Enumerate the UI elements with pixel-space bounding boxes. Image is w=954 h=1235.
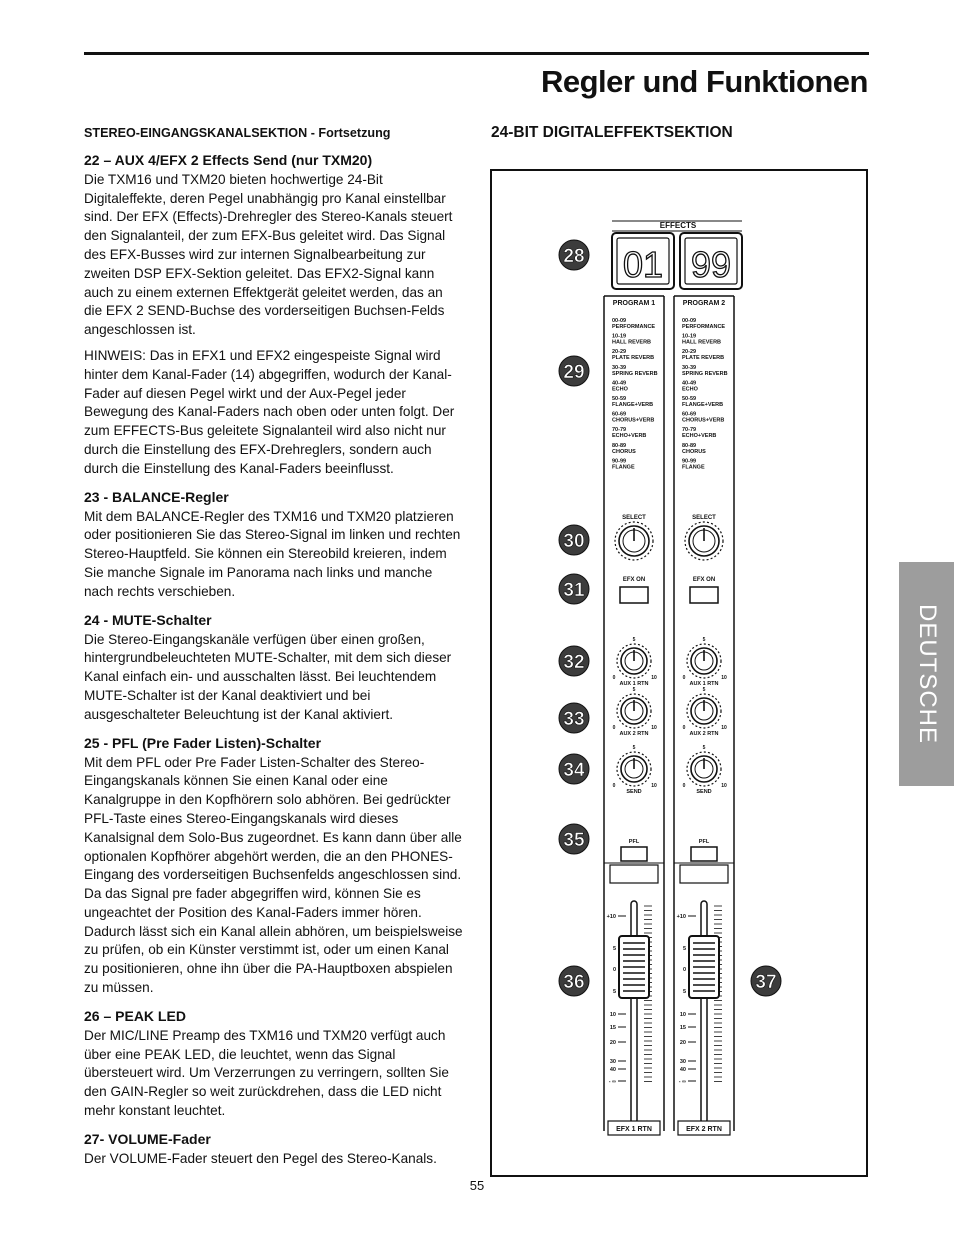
program-range: 80-89	[612, 442, 627, 449]
program-name: FLANGE+VERB	[682, 402, 724, 408]
feature-item	[84, 488, 464, 602]
fader-scale-label: +10	[606, 914, 616, 920]
feature-item	[84, 151, 464, 479]
knob-scale-min: 0	[682, 725, 686, 731]
mute-led-area	[680, 865, 728, 883]
level-knob	[687, 752, 721, 786]
feature-heading: 24 - MUTE-Schalter	[84, 611, 212, 628]
knob-scale-max: 10	[721, 675, 727, 681]
callout-badge	[559, 646, 589, 676]
program-name: ECHO	[612, 386, 628, 393]
fader-scale-label: 20	[679, 1040, 686, 1046]
pfl-label: PFL	[628, 839, 640, 845]
program-name: HALL REVERB	[682, 339, 722, 346]
program-name: PLATE REVERB	[682, 355, 725, 362]
select-label: SELECT	[692, 515, 716, 521]
callout-badge	[559, 824, 589, 854]
level-knob	[617, 644, 651, 678]
callout-badge	[559, 240, 589, 270]
fader-scale-label: 40	[609, 1067, 616, 1073]
feature-paragraph: Der MIC/LINE Preamp des TXM16 und TXM20 verfügt auch über eine PEAK LED, die leuchtet, wenn das Signal übersteuert wird. Um Verzerrungen zu verringern, sollten Sie den GAIN-Regler so weit zurückdrehen, dass die LED nicht mehr konstant leuchtet.	[84, 1027, 449, 1119]
effects-label: EFFECTS	[659, 221, 697, 230]
program-name: FLANGE	[612, 464, 635, 471]
callout-badge	[559, 525, 589, 555]
callout-number: 36	[563, 972, 585, 993]
fader-scale-label: - ∞	[608, 1079, 616, 1085]
program-name: ECHO+VERB	[682, 433, 717, 440]
fader-scale-label: 0	[612, 967, 616, 973]
feature-heading: 27- VOLUME-Fader	[84, 1130, 211, 1147]
efx-on-button	[620, 587, 648, 603]
feature-paragraph: Die TXM16 und TXM20 bieten hochwertige 24-Bit Digitaleffekte, deren Pegel unabhängig pro Kanal einstellbar sind. Der EFX (Effects)-Drehregler des Stereo-Kanals steuert den Signalanteil, der zum EFX-Bus geleitet wird. Das Signal des EFX-Busses wird zur internen Signalbearbeitung zur zweiten DSP EFX-Sektion geleitet. Das EFX2-Signal kann auch zu einem externen Effektgerät geleitet werden, das an die EFX 2 SEND-Buchse des vorderseitigen Buchsen-Felds angeschlossen ist.	[84, 171, 453, 338]
program-range: 50-59	[612, 396, 627, 402]
level-knob	[617, 694, 651, 728]
feature-paragraph: Mit dem BALANCE-Regler des TXM16 und TXM20 platzieren oder positionieren Sie das Stereo-Signal im linken und rechten Stereo-Hauptfeld. Sie können ein Stereobild kreieren, indem Sie manche Signale im Panorama nach links und manche nach rechts verschieben.	[84, 508, 461, 599]
program-name: PERFORMANCE	[682, 324, 726, 330]
fader-label: EFX 1 RTN	[616, 1126, 652, 1133]
feature-heading: 22 – AUX 4/EFX 2 Effects Send (nur TXM20)	[84, 151, 373, 168]
fader-scale-label: 0	[682, 967, 686, 973]
program-range: 30-39	[612, 364, 627, 371]
program-name: SPRING REVERB	[612, 370, 658, 377]
pfl-button	[621, 847, 647, 861]
callout-number: 33	[563, 709, 585, 730]
program-name: CHORUS+VERB	[682, 417, 725, 424]
program-range: 20-29	[682, 349, 697, 356]
feature-paragraph: Der VOLUME-Fader steuert den Pegel des Stereo-Kanals.	[84, 1150, 437, 1166]
program-range: 70-79	[612, 427, 627, 434]
program-range: 60-69	[682, 411, 697, 418]
fader-scale-label: 10	[609, 1012, 616, 1018]
knob-label: SEND	[626, 789, 642, 795]
knob-label: AUX 1 RTN	[619, 681, 649, 687]
mute-led-area	[610, 865, 658, 883]
feature-item	[84, 611, 464, 725]
program-range: 90-99	[682, 458, 697, 465]
knob-scale-mid: 5	[702, 637, 706, 643]
knob-label: AUX 2 RTN	[619, 731, 649, 737]
pfl-button	[691, 847, 717, 861]
top-rule	[84, 52, 869, 55]
callout-number: 30	[563, 531, 585, 552]
feature-paragraph: HINWEIS: Das in EFX1 und EFX2 eingespeiste Signal wird hinter dem Kanal-Fader (14) abgegriffen, wodurch der Kanal-Fader auf diesen Pegel wirkt und der Aux-Pegel jeder Bewegung des Kanal-Faders nach oben oder unten folgt. Der zum EFFECTS-Bus geleitete Signalanteil wird also nicht nur durch die Einstellung des EFX-Drehreglers, sondern auch durch die Einstellung des Kanal-Faders beeinflusst.	[84, 347, 455, 476]
program-range: 70-79	[682, 427, 697, 434]
program-name: FLANGE	[682, 464, 705, 471]
feature-heading: 25 - PFL (Pre Fader Listen)-Schalter	[84, 734, 322, 751]
program-name: CHORUS+VERB	[612, 417, 655, 424]
knob-scale-min: 0	[612, 725, 616, 731]
feature-item	[84, 1130, 464, 1169]
knob-scale-max: 10	[651, 783, 657, 789]
program-range: 10-19	[682, 333, 697, 340]
fader-label: EFX 2 RTN	[686, 1126, 722, 1133]
select-label: SELECT	[622, 515, 646, 521]
feature-paragraph: Die Stereo-Eingangskanäle verfügen über einen großen, hintergrundbeleuchteten MUTE-Schalter, mit dem sich dieser Kanal einfach ein- und ausschalten lässt. Bei leuchtendem MUTE-Schalter ist der Kanal deaktiviert und bei ausgeschalteter Beleuchtung ist der Kanal aktiviert.	[84, 631, 452, 722]
page-title: Regler und Funktionen	[540, 64, 868, 99]
callout-number: 29	[563, 362, 585, 383]
efx-on-label: EFX ON	[692, 577, 716, 583]
callout-badge	[559, 356, 589, 386]
knob-scale-mid: 5	[632, 637, 636, 643]
knob-scale-mid: 5	[702, 687, 706, 693]
program-label: PROGRAM 1	[612, 300, 656, 307]
callout-badge	[559, 754, 589, 784]
feature-heading: 26 – PEAK LED	[84, 1007, 186, 1024]
effects-panel-illustration	[492, 171, 866, 1175]
knob-scale-max: 10	[721, 725, 727, 731]
callout-badge	[559, 966, 589, 996]
left-column	[84, 124, 464, 1178]
level-knob	[617, 752, 651, 786]
program-range: 00-09	[612, 318, 627, 324]
fader-scale-label: 5	[612, 989, 616, 995]
callout-number: 31	[563, 580, 585, 601]
program-display-2: 99	[690, 244, 732, 285]
knob-scale-min: 0	[682, 675, 686, 681]
efx-on-label: EFX ON	[622, 577, 646, 583]
knob-scale-max: 10	[721, 783, 727, 789]
fader-scale-label: 40	[679, 1067, 686, 1073]
callout-number: 32	[563, 652, 585, 673]
program-range: 90-99	[612, 458, 627, 465]
knob-label: AUX 1 RTN	[689, 681, 719, 687]
program-name: ECHO	[682, 386, 698, 393]
program-range: 40-49	[682, 380, 697, 387]
callout-badge	[751, 966, 781, 996]
select-knob	[615, 522, 653, 560]
feature-item	[84, 734, 464, 998]
program-name: CHORUS	[682, 448, 706, 455]
callout-number: 28	[563, 246, 585, 267]
program-name: HALL REVERB	[612, 339, 652, 346]
section-label: STEREO-EINGANGSKANALSEKTION - Fortsetzung	[84, 126, 391, 140]
fader-scale-label: 10	[679, 1012, 686, 1018]
program-range: 20-29	[612, 349, 627, 356]
fader-scale-label: 30	[679, 1059, 686, 1065]
program-name: SPRING REVERB	[682, 370, 728, 377]
program-name: PERFORMANCE	[612, 324, 656, 330]
knob-scale-max: 10	[651, 725, 657, 731]
knob-scale-min: 0	[612, 783, 616, 789]
program-name: PLATE REVERB	[612, 355, 655, 362]
knob-scale-max: 10	[651, 675, 657, 681]
feature-heading: 23 - BALANCE-Regler	[84, 488, 229, 505]
program-range: 00-09	[682, 318, 697, 324]
knob-scale-mid: 5	[702, 745, 706, 751]
select-knob	[685, 522, 723, 560]
program-display-1: 01	[622, 244, 664, 285]
program-name: ECHO+VERB	[612, 433, 647, 440]
callout-number: 35	[563, 830, 585, 851]
item-list	[84, 151, 464, 1169]
program-label: PROGRAM 2	[682, 300, 726, 307]
feature-item	[84, 1007, 464, 1121]
program-range: 30-39	[682, 364, 697, 371]
program-range: 50-59	[682, 396, 697, 402]
fader-scale-label: 5	[612, 946, 616, 952]
fader-track	[631, 901, 637, 1123]
fader-scale-label: 15	[679, 1025, 686, 1031]
knob-scale-mid: 5	[632, 745, 636, 751]
level-knob	[687, 694, 721, 728]
knob-scale-mid: 5	[632, 687, 636, 693]
level-knob	[687, 644, 721, 678]
pfl-label: PFL	[698, 839, 710, 845]
page-number: 55	[469, 1178, 485, 1193]
program-range: 40-49	[612, 380, 627, 387]
program-name: FLANGE+VERB	[612, 402, 654, 408]
knob-label: SEND	[696, 789, 712, 795]
callout-number: 37	[755, 972, 777, 993]
fader-track	[701, 901, 707, 1123]
efx-on-button	[690, 587, 718, 603]
program-range: 80-89	[682, 442, 697, 449]
callout-badge	[559, 574, 589, 604]
knob-scale-min: 0	[612, 675, 616, 681]
figure-heading: 24-BIT DIGITALEFFEKTSEKTION	[491, 124, 733, 141]
program-name: CHORUS	[612, 448, 636, 455]
fader-scale-label: 20	[609, 1040, 616, 1046]
program-range: 10-19	[612, 333, 627, 340]
callout-badge	[559, 703, 589, 733]
fader-scale-label: +10	[676, 914, 686, 920]
language-tab-label: DEUTSCHE	[913, 603, 941, 745]
fader-scale-label: 30	[609, 1059, 616, 1065]
fader-scale-label: 5	[682, 989, 686, 995]
program-range: 60-69	[612, 411, 627, 418]
fader-scale-label: - ∞	[678, 1079, 686, 1085]
fader-scale-label: 5	[682, 946, 686, 952]
callout-number: 34	[563, 760, 585, 781]
fader-scale-label: 15	[609, 1025, 616, 1031]
feature-paragraph: Mit dem PFL oder Pre Fader Listen-Schalter des Stereo-Eingangskanals können Sie einen Kanal oder eine Kanalgruppe in den Kopfhörern solo abhören. Bei gedrückter PFL-Taste eines Stereo-Eingangskanals wird dieses Kanalsignal dem Solo-Bus zugeordnet. Es kann dann über alle optionalen Kopfhörer abgehört werden, die an den PHONES-Eingang des vorderseitigen Buchsenfelds angeschlossen sind. Da das Signal pre fader abgegriffen wird, können Sie es ungeachtet der Position des Kanal-Faders immer hören. Dadurch lässt sich ein Kanal allein abhören, um beispielsweise zu prüfen, ob ein Künster verstimmt ist, oder um einen Kanal zu positionieren, ohne ihn über die PA-Hauptboxen abspielen zu müssen.	[84, 754, 463, 996]
knob-label: AUX 2 RTN	[689, 731, 719, 737]
knob-scale-min: 0	[682, 783, 686, 789]
effects-panel-figure	[490, 169, 868, 1177]
language-tab	[899, 562, 954, 786]
